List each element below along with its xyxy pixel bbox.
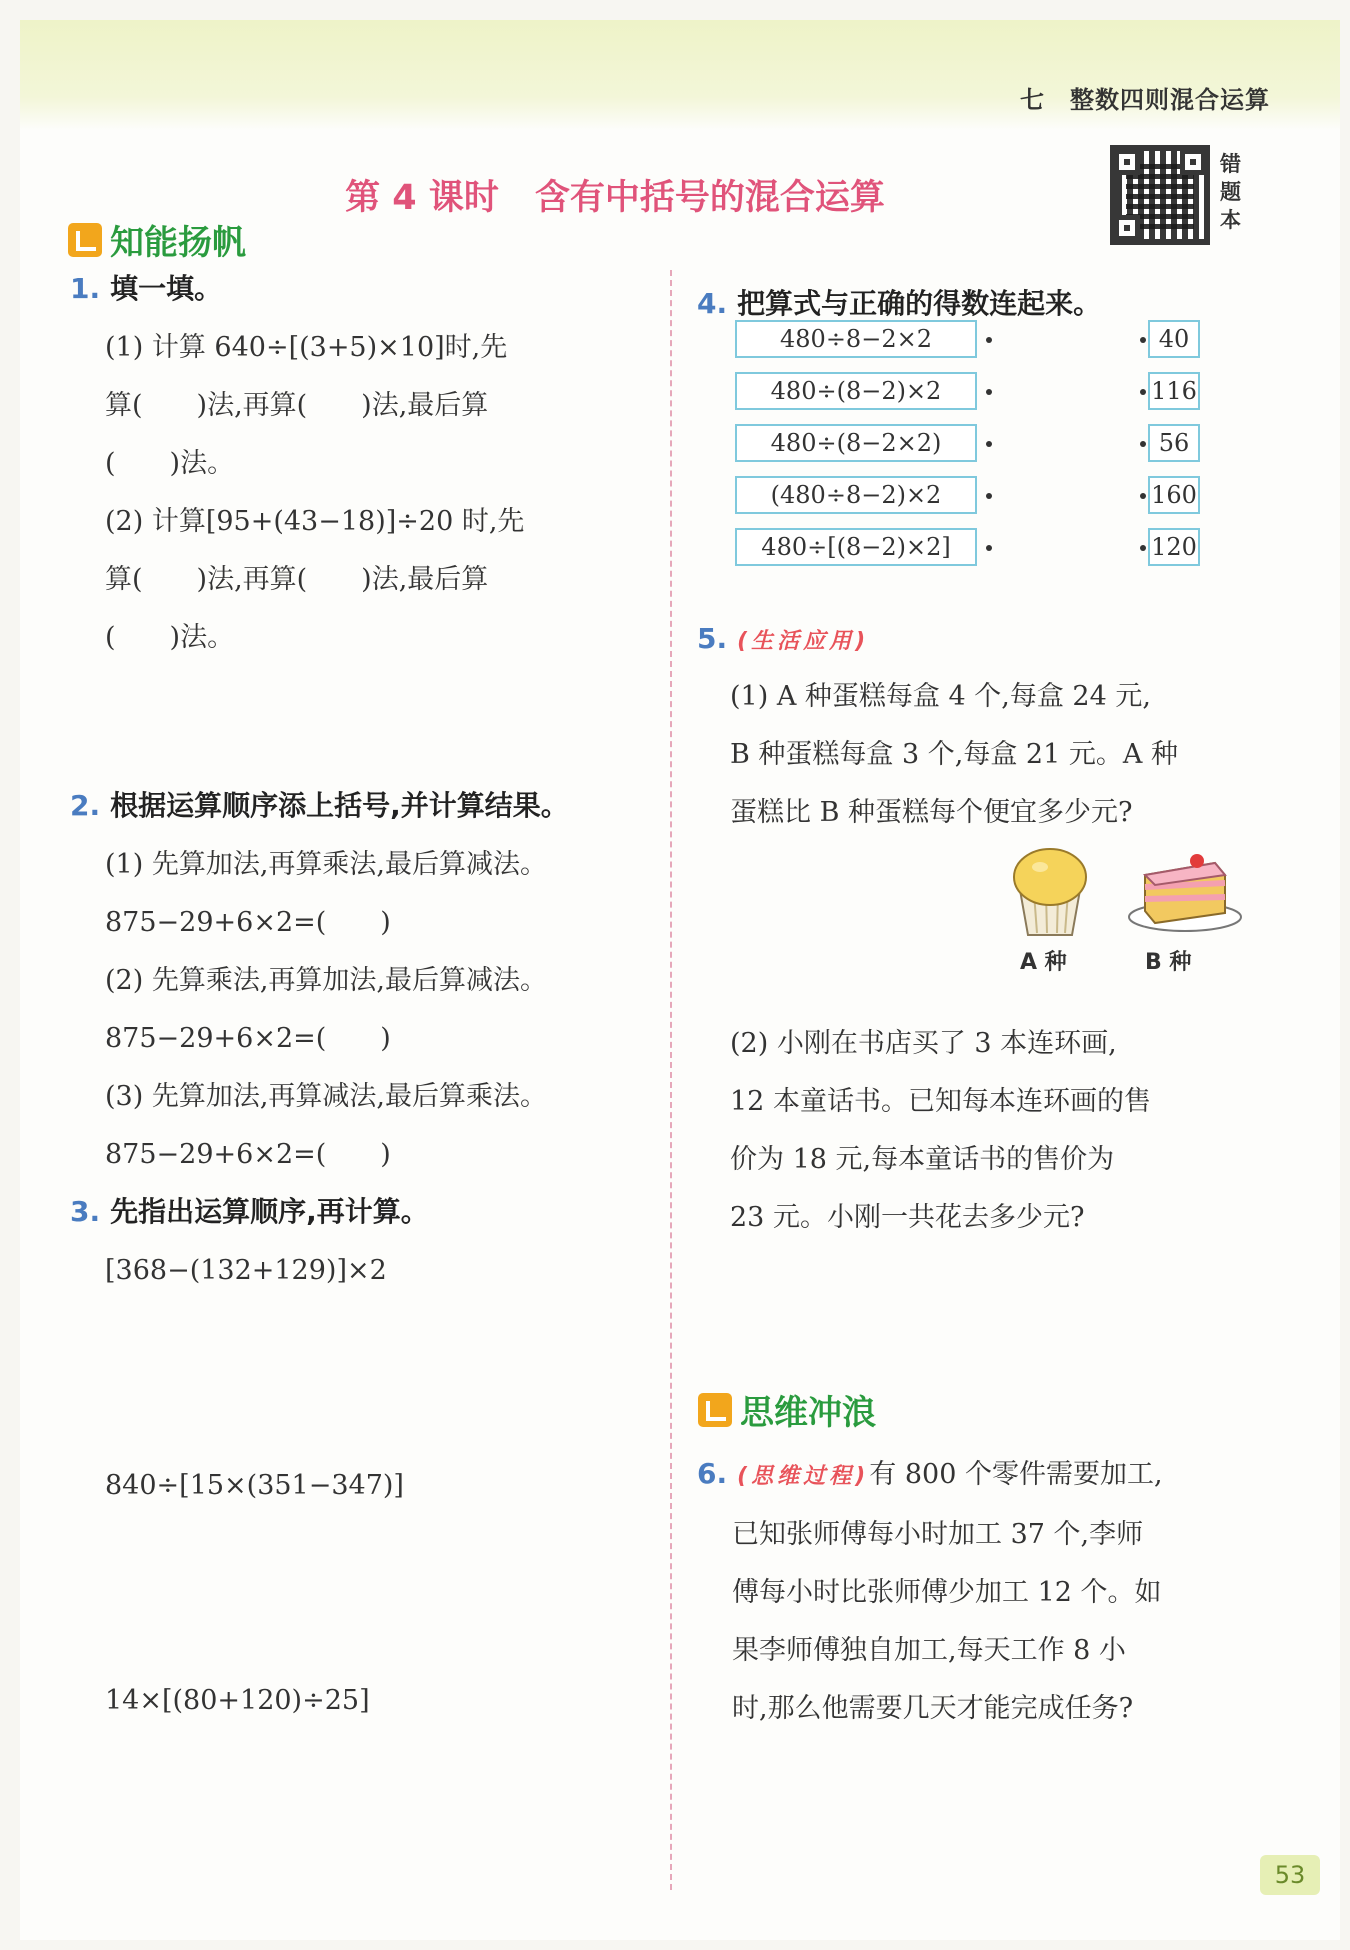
match-dot-right[interactable] [1140,441,1146,447]
question-tag: (生活应用) [737,629,870,654]
q1-line: ( )法。 [105,448,235,479]
q6-line: 果李师傅独自加工,每天工作 8 小 [732,1635,1126,1666]
match-expression-box[interactable]: 480÷(8−2×2) [735,424,977,462]
q5-line: 蛋糕比 B 种蛋糕每个便宜多少元? [730,797,1133,828]
q1-line: (1) 计算 640÷[(3+5)×10]时,先 [105,332,508,363]
chapter-title: 七 整数四则混合运算 [1020,86,1270,114]
q3-expression-1: [368−(132+129)]×2 [105,1255,387,1286]
question-3 [70,1183,650,1300]
match-result-box[interactable]: 56 [1148,424,1200,462]
match-expression-box[interactable]: 480÷[(8−2)×2] [735,528,977,566]
question-number: 3. [70,1195,101,1228]
cake-a-label: A 种 [1020,950,1067,975]
q1-line: 算( )法,再算( )法,最后算 [105,390,489,421]
match-dot-right[interactable] [1140,337,1146,343]
layer-cake-icon [1125,835,1245,935]
match-expression-box[interactable]: (480÷8−2)×2 [735,476,977,514]
question-tag: (思维过程) [737,1464,870,1489]
workbook-page [20,20,1340,1940]
question-title: 根据运算顺序添上括号,并计算结果。 [110,789,569,822]
q5-part1 [730,668,1178,842]
question-number: 2. [70,789,101,822]
question-number: 4. [697,287,728,320]
qr-label: 错题本 [1220,152,1241,232]
question-number: 1. [70,272,101,305]
q3-expression-3: 14×[(80+120)÷25] [105,1685,370,1716]
q5-line: (2) 小刚在书店买了 3 本连环画, [730,1028,1117,1059]
section-title: 思维冲浪 [740,1393,876,1433]
match-result-box[interactable]: 40 [1148,320,1200,358]
page-number: 53 [1260,1855,1320,1895]
q6-line: 傅每小时比张师傅少加工 12 个。如 [732,1577,1162,1608]
cupcake-icon [1010,835,1090,940]
section-title: 知能扬帆 [110,223,246,263]
question-title: 填一填。 [110,272,223,305]
question-number: 6. [697,1457,728,1490]
match-result-box[interactable]: 160 [1148,476,1200,514]
q2-line: (1) 先算加法,再算乘法,最后算减法。 [105,849,547,880]
match-dot-left[interactable] [986,337,992,343]
q5-line: (1) A 种蛋糕每盒 4 个,每盒 24 元, [730,681,1151,712]
match-dot-left[interactable] [986,545,992,551]
q2-expression: 875−29+6×2=( ) [105,907,391,938]
match-dot-right[interactable] [1140,493,1146,499]
match-result-box[interactable]: 120 [1148,528,1200,566]
q3-expression-2: 840÷[15×(351−347)] [105,1470,404,1501]
section-siwei [698,1385,876,1434]
match-dot-left[interactable] [986,493,992,499]
wave-icon [698,1393,732,1427]
lesson-name: 含有中括号的混合运算 [534,178,885,218]
q1-line: (2) 计算[95+(43−18)]÷20 时,先 [105,506,525,537]
match-dot-left[interactable] [986,441,992,447]
q5-part2 [730,1015,1151,1247]
q2-expression: 875−29+6×2=( ) [105,1023,391,1054]
match-result-box[interactable]: 116 [1148,372,1200,410]
match-expression-box[interactable]: 480÷8−2×2 [735,320,977,358]
question-5-title [697,610,869,671]
lesson-number: 第 4 课时 [345,178,499,218]
q5-line: 23 元。小刚一共花去多少元? [730,1202,1085,1233]
q2-expression: 875−29+6×2=( ) [105,1139,391,1170]
question-title: 先指出运算顺序,再计算。 [110,1195,429,1228]
q2-line: (2) 先算乘法,再算加法,最后算减法。 [105,965,547,996]
sail-icon [68,223,102,257]
question-2 [70,777,569,1184]
section-zhineng [68,215,246,264]
q1-line: 算( )法,再算( )法,最后算 [105,564,489,595]
q5-line: 12 本童话书。已知每本连环画的售 [730,1086,1151,1117]
q6-line: 已知张师傅每小时加工 37 个,李师 [732,1519,1144,1550]
question-number: 5. [697,622,728,655]
match-expression-box[interactable]: 480÷(8−2)×2 [735,372,977,410]
qr-code-icon[interactable] [1110,145,1210,245]
column-divider [670,270,672,1890]
match-dot-right[interactable] [1140,389,1146,395]
q6-line: 有 800 个零件需要加工, [869,1459,1163,1490]
question-6 [697,1445,1163,1738]
match-dot-left[interactable] [986,389,992,395]
question-title: 把算式与正确的得数连起来。 [737,287,1102,320]
q5-line: 价为 18 元,每本童话书的售价为 [730,1144,1115,1175]
match-dot-right[interactable] [1140,545,1146,551]
q1-line: ( )法。 [105,622,235,653]
q6-line: 时,那么他需要几天才能完成任务? [732,1693,1134,1724]
q5-line: B 种蛋糕每盒 3 个,每盒 21 元。A 种 [730,739,1178,770]
question-1 [70,260,524,667]
q2-line: (3) 先算加法,再算减法,最后算乘法。 [105,1081,547,1112]
cake-b-label: B 种 [1145,950,1192,975]
